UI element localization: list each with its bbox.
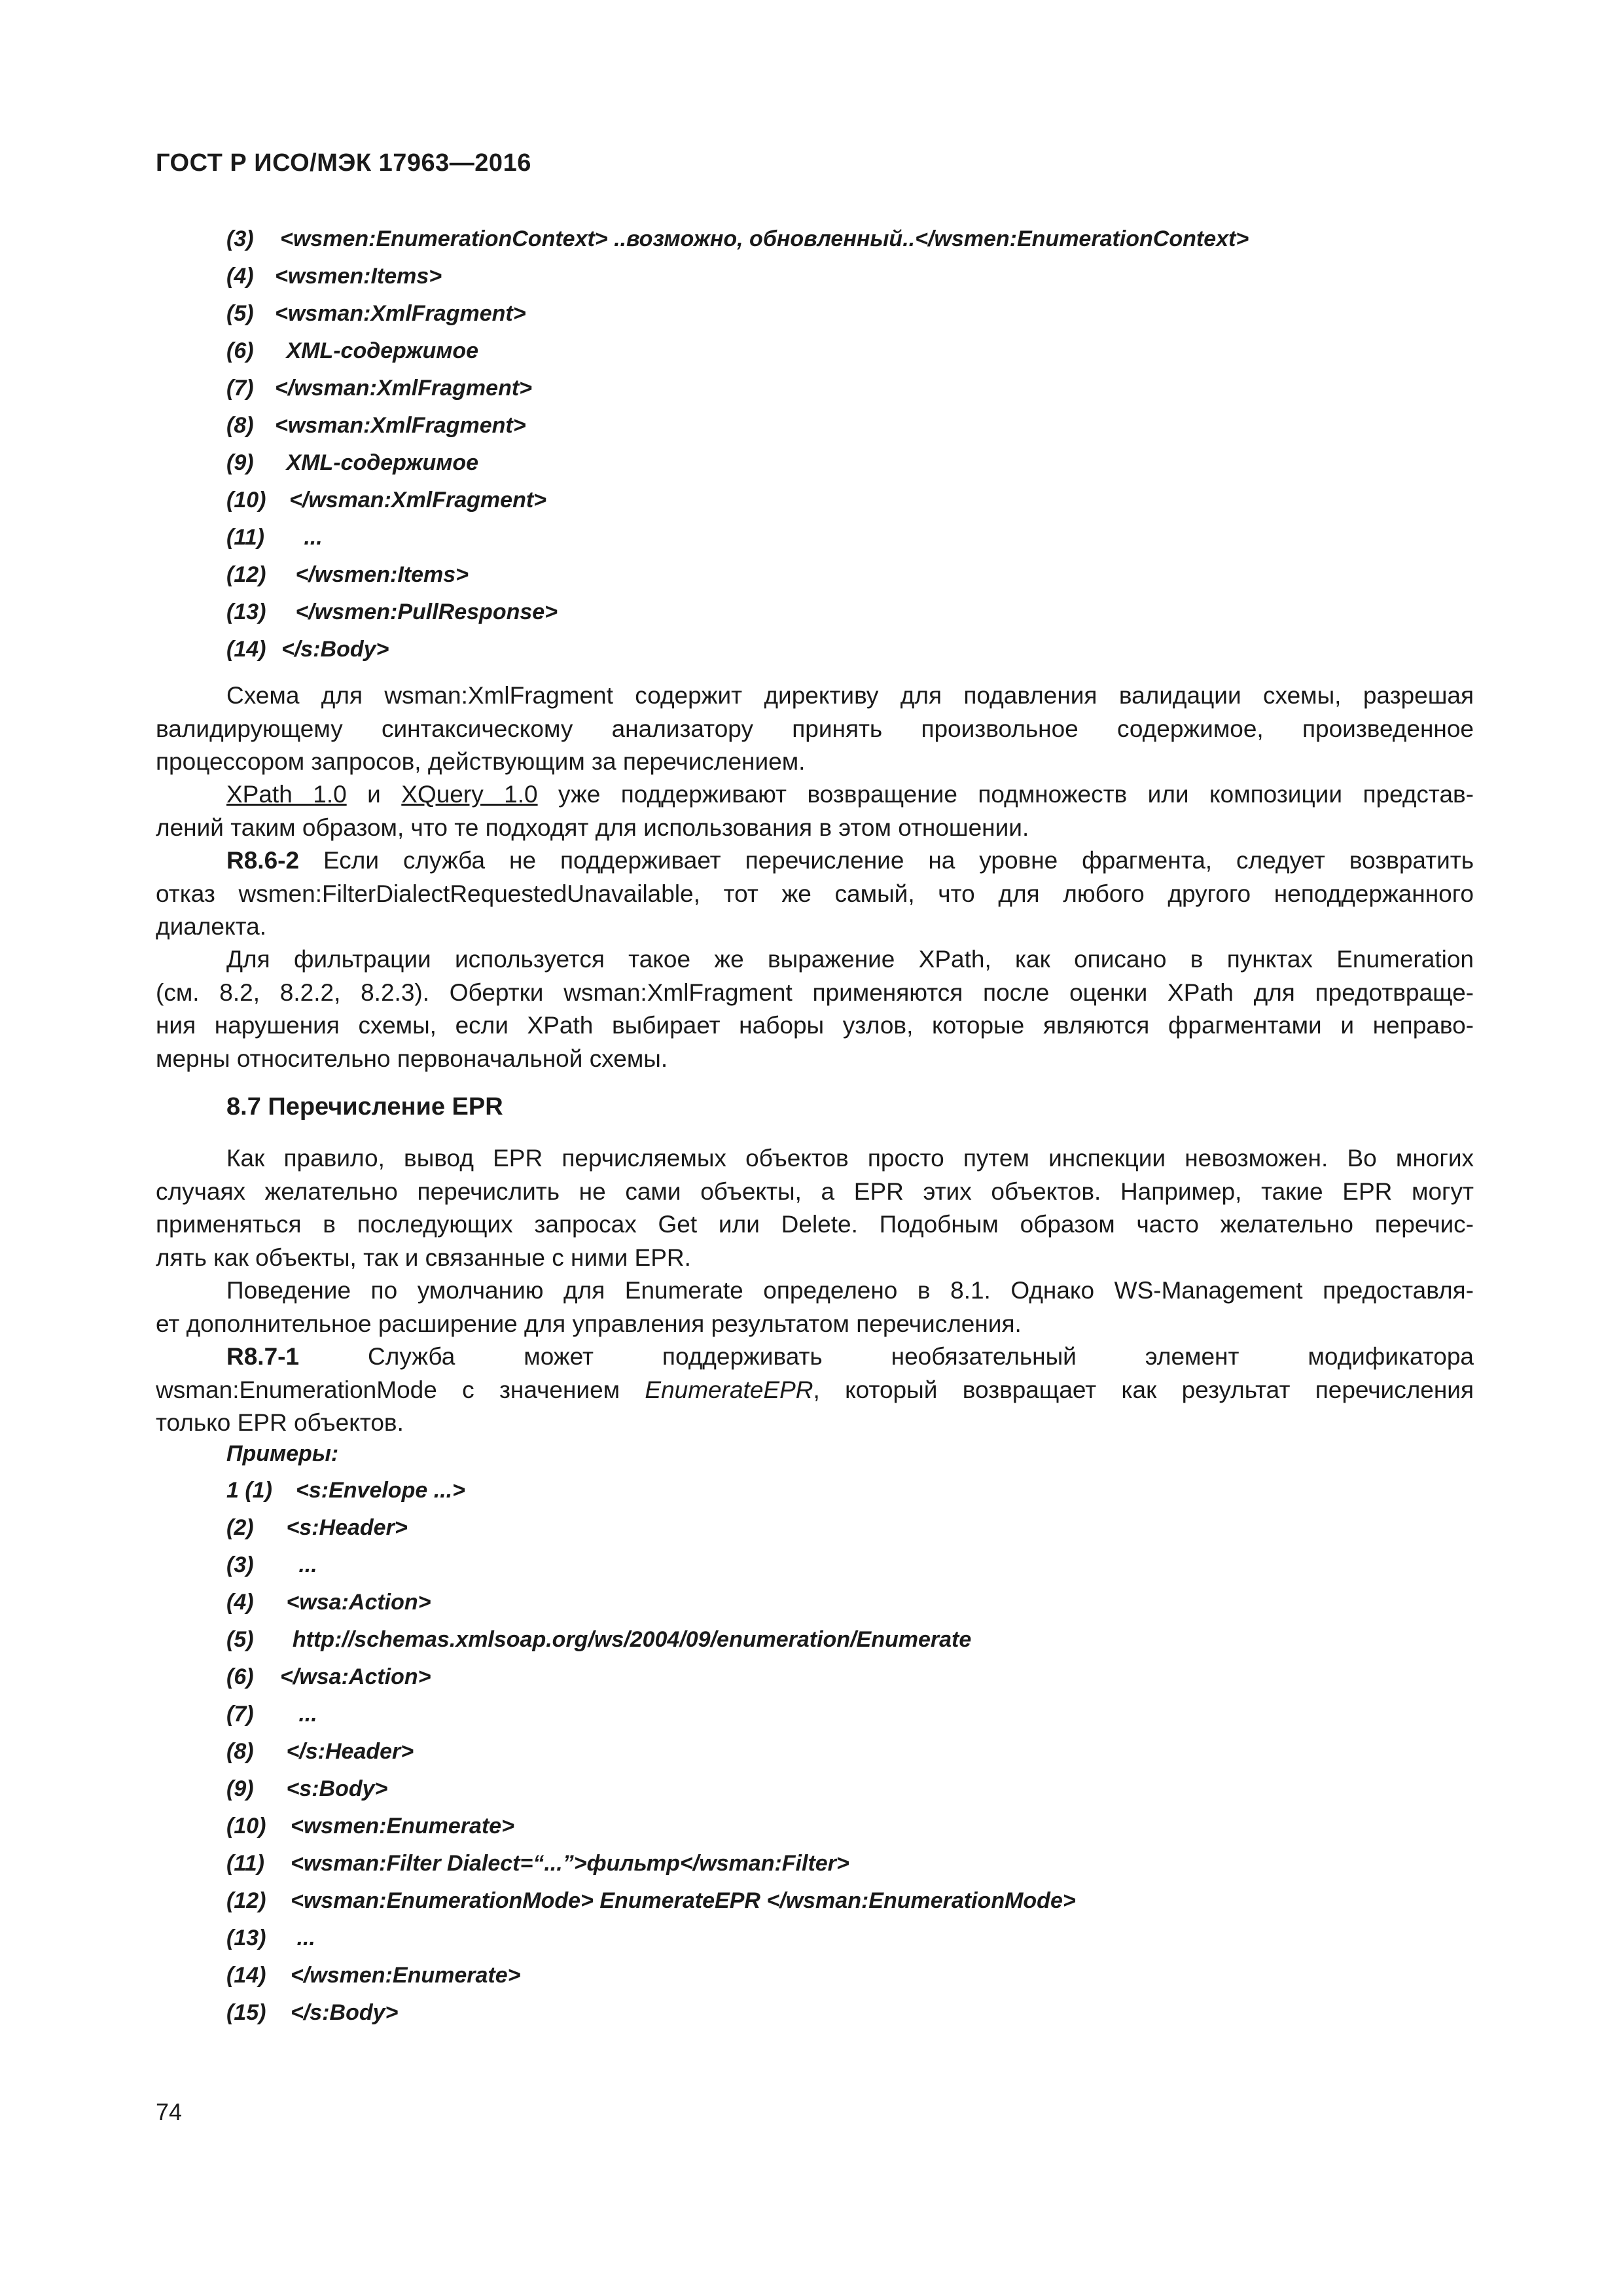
code-line bbox=[226, 1552, 317, 1578]
code-line-number: 1 (1) bbox=[226, 1478, 272, 1503]
code-line-number: (15) bbox=[226, 2000, 266, 2025]
code-line-text: </s:Body> bbox=[291, 2000, 399, 2025]
code-line bbox=[226, 1702, 317, 1727]
body-paragraph: Как правило, вывод EPR перчисляемых объектов просто путем инспекции невозможен. Во многих случаях желательно перечислить не сами объекты, а EPR этих объектов. Например, такие EPR могут применяться в последующих запросах Get или Delete. Подобным образом часто желательно перечис- лять как объекты, так и связанные с ними EPR. bbox=[156, 1145, 1474, 1271]
code-line-text: <s:Envelope ...> bbox=[296, 1478, 465, 1503]
code-line-text: </wsa:Action> bbox=[280, 1664, 431, 1689]
code-line-text: ... bbox=[280, 1702, 317, 1727]
code-line bbox=[226, 1814, 514, 1839]
code-line-number: (9) bbox=[226, 1776, 254, 1801]
code-line bbox=[226, 1776, 387, 1802]
code-line-text: XML-содержимое bbox=[280, 450, 479, 475]
xquery-link[interactable]: XQuery 1.0 bbox=[401, 781, 538, 808]
code-line-text: </wsmen:PullResponse> bbox=[289, 600, 558, 624]
code-line-number: (13) bbox=[226, 1926, 266, 1950]
code-line-text: <wsa:Action> bbox=[280, 1590, 431, 1615]
requirement-label: R8.6-2 bbox=[226, 847, 300, 874]
requirement-label: R8.7-1 bbox=[226, 1343, 300, 1370]
code-line bbox=[226, 600, 558, 625]
code-line-number: (14) bbox=[226, 1963, 266, 1988]
code-line bbox=[226, 376, 532, 401]
code-line bbox=[226, 562, 469, 588]
code-line-number: (8) bbox=[226, 1739, 254, 1764]
code-line-text: </s:Body> bbox=[281, 637, 389, 662]
code-line-text: <wsman:XmlFragment> bbox=[275, 301, 526, 326]
code-line-text: XML-содержимое bbox=[280, 338, 479, 363]
code-line-number: (2) bbox=[226, 1515, 254, 1540]
code-line-text: ... bbox=[285, 525, 323, 550]
code-line-text: ... bbox=[280, 1552, 317, 1577]
code-line bbox=[226, 637, 389, 662]
code-line bbox=[226, 525, 323, 550]
code-line-number: (10) bbox=[226, 1814, 266, 1839]
code-line bbox=[226, 488, 546, 513]
page-number: 74 bbox=[156, 2098, 183, 2125]
xpath-link[interactable]: XPath 1.0 bbox=[226, 781, 347, 808]
requirement-paragraph: R8.6-2 Если служба не поддерживает перечисление на уровне фрагмента, следует возвратить отказ wsmen:FilterDialectRequestedUnavailable, тот же самый, что для любого другого неподдержанного диалекта. bbox=[156, 847, 1474, 940]
code-line-text: http://schemas.xmlsoap.org/ws/2004/09/enumeration/Enumerate bbox=[280, 1627, 972, 1652]
code-line-number: (13) bbox=[226, 600, 266, 624]
code-line bbox=[226, 2000, 398, 2026]
code-line-number: (11) bbox=[226, 1851, 264, 1876]
code-line-text: <wsmen:Enumerate> bbox=[291, 1814, 515, 1839]
requirement-paragraph: R8.7-1 Служба может поддерживать необязательный элемент модификатора wsman:EnumerationMode с значением EnumerateEPR, который возвращает как результат перечисления только EPR объектов. bbox=[156, 1343, 1474, 1436]
code-line bbox=[226, 264, 442, 289]
document-header: ГОСТ Р ИСО/МЭК 17963—2016 bbox=[156, 149, 531, 177]
code-line bbox=[226, 1515, 408, 1541]
code-line bbox=[226, 1590, 431, 1615]
code-line bbox=[226, 226, 1249, 252]
code-line bbox=[226, 338, 478, 364]
code-line-number: (5) bbox=[226, 1627, 254, 1652]
code-line-text: <wsmen:EnumerationContext> ..возможно, обновленный..</wsmen:EnumerationContext> bbox=[280, 226, 1249, 251]
code-line-number: (6) bbox=[226, 1664, 254, 1689]
code-line bbox=[226, 1963, 520, 1988]
examples-title: Примеры: bbox=[226, 1441, 339, 1466]
code-line-text: </s:Header> bbox=[280, 1739, 414, 1764]
code-line-text: <wsmen:Items> bbox=[275, 264, 442, 289]
body-paragraph: XPath 1.0 и XQuery 1.0 уже поддерживают возвращение подмножеств или композиции представ- лений таким образом, что те подходят для использования в этом отношении. bbox=[156, 781, 1474, 841]
code-line-text: <wsman:EnumerationMode> EnumerateEPR </wsman:EnumerationMode> bbox=[291, 1888, 1076, 1913]
code-line-number: (9) bbox=[226, 450, 254, 475]
code-line-text: ... bbox=[291, 1926, 315, 1950]
body-paragraph: Для фильтрации используется такое же выражение XPath, как описано в пунктах Enumeration (см. 8.2, 8.2.2, 8.2.3). Обертки wsman:XmlFragment применяются после оценки XPath для предотвраще- ния нарушения схемы, если XPath выбирает наборы узлов, которые являются фрагментами и неправо- мерны относительно первоначальной схемы. bbox=[156, 946, 1474, 1072]
code-line-text: </wsman:XmlFragment> bbox=[275, 376, 533, 401]
code-line-text: <wsman:XmlFragment> bbox=[275, 413, 526, 438]
code-line bbox=[226, 1888, 1076, 1914]
code-line bbox=[226, 1478, 465, 1503]
code-line-text: <s:Header> bbox=[280, 1515, 408, 1540]
body-paragraph: Схема для wsman:XmlFragment содержит директиву для подавления валидации схемы, разрешая валидирующему синтаксическому анализатору принять произвольное содержимое, произведенное процессором запросов, действующим за перечислением. bbox=[156, 682, 1474, 775]
code-line-number: (3) bbox=[226, 226, 254, 251]
code-line-number: (7) bbox=[226, 376, 254, 401]
code-line-number: (12) bbox=[226, 1888, 266, 1913]
code-line-number: (7) bbox=[226, 1702, 254, 1727]
code-line-number: (5) bbox=[226, 301, 254, 326]
code-line bbox=[226, 1627, 971, 1653]
code-line-number: (10) bbox=[226, 488, 266, 512]
code-line bbox=[226, 413, 526, 439]
code-line-number: (8) bbox=[226, 413, 254, 438]
code-line bbox=[226, 1664, 431, 1690]
code-line-number: (12) bbox=[226, 562, 266, 587]
code-line bbox=[226, 450, 478, 476]
code-line-number: (4) bbox=[226, 1590, 254, 1615]
code-line-text: </wsmen:Items> bbox=[289, 562, 469, 587]
code-line bbox=[226, 1926, 315, 1951]
section-heading: 8.7 Перечисление EPR bbox=[226, 1093, 503, 1121]
code-line-number: (6) bbox=[226, 338, 254, 363]
code-line-number: (11) bbox=[226, 525, 264, 550]
code-line-text: </wsman:XmlFragment> bbox=[289, 488, 547, 512]
code-line bbox=[226, 1739, 414, 1765]
code-line-number: (14) bbox=[226, 637, 266, 662]
code-line-text: <s:Body> bbox=[280, 1776, 388, 1801]
code-line-text: <wsman:Filter Dialect=“...”>фильтр</wsman:Filter> bbox=[291, 1851, 849, 1876]
code-line bbox=[226, 301, 526, 327]
code-line-number: (4) bbox=[226, 264, 254, 289]
body-paragraph: Поведение по умолчанию для Enumerate определено в 8.1. Однако WS-Management предоставля- ет дополнительное расширение для управления результатом перечисления. bbox=[156, 1277, 1474, 1337]
code-line-text: </wsmen:Enumerate> bbox=[291, 1963, 521, 1988]
code-line-number: (3) bbox=[226, 1552, 254, 1577]
code-line bbox=[226, 1851, 849, 1876]
